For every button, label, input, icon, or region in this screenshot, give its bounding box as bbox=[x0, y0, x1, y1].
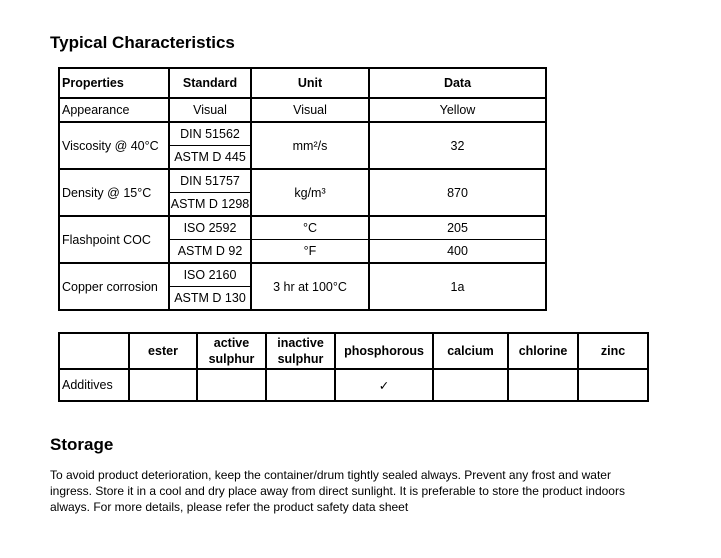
header-calcium: calcium bbox=[433, 333, 508, 369]
property-name: Flashpoint COC bbox=[59, 216, 169, 263]
standard-value: ASTM D 445 bbox=[170, 145, 250, 168]
data-value: 1a bbox=[369, 263, 546, 310]
storage-paragraph: To avoid product deterioration, keep the container/drum tightly sealed always. Prevent any frost and water ingress. Store it in a cool and dry place away from direct sunlight. It is preferable to store the product indoors always. For more details, please refer the product safety data sheet bbox=[50, 468, 625, 514]
property-name: Viscosity @ 40°C bbox=[59, 122, 169, 169]
header-ester: ester bbox=[129, 333, 197, 369]
zinc-cell bbox=[578, 369, 648, 401]
table-header-row bbox=[59, 68, 546, 98]
unit-value: kg/m³ bbox=[251, 169, 369, 216]
unit-value: 3 hr at 100°C bbox=[251, 263, 369, 310]
standard-cell bbox=[169, 122, 251, 169]
table-row bbox=[59, 216, 546, 263]
header-empty bbox=[59, 333, 129, 369]
active-sulphur-cell bbox=[197, 369, 266, 401]
property-name: Density @ 15°C bbox=[59, 169, 169, 216]
header-line: sulphur bbox=[277, 352, 324, 366]
data-value: 205 bbox=[447, 221, 468, 235]
storage-title: Storage bbox=[50, 435, 114, 454]
unit-value: °C bbox=[302, 221, 318, 235]
calcium-cell bbox=[433, 369, 508, 401]
standard-value: DIN 51757 bbox=[180, 174, 240, 188]
table-row bbox=[59, 169, 546, 216]
header-properties: Properties bbox=[59, 68, 169, 98]
check-mark-icon: ✓ bbox=[378, 378, 390, 393]
standard-value: ASTM D 92 bbox=[170, 239, 250, 262]
standard-value: ASTM D 1298 bbox=[170, 192, 250, 215]
additives-label: Additives bbox=[59, 369, 129, 401]
header-active-sulphur bbox=[197, 333, 266, 369]
header-standard: Standard bbox=[169, 68, 251, 98]
unit-cell bbox=[251, 216, 369, 263]
property-name: Copper corrosion bbox=[59, 263, 169, 310]
property-name: Appearance bbox=[59, 98, 169, 122]
standard-value: ASTM D 130 bbox=[170, 286, 250, 309]
unit-value: Visual bbox=[251, 98, 369, 122]
unit-value: °F bbox=[252, 239, 368, 262]
header-line: inactive bbox=[277, 336, 324, 350]
data-value: 870 bbox=[369, 169, 546, 216]
header-inactive-sulphur bbox=[266, 333, 335, 369]
standard-value: DIN 51562 bbox=[180, 127, 240, 141]
table-row bbox=[59, 369, 648, 401]
inactive-sulphur-cell bbox=[266, 369, 335, 401]
standard-cell bbox=[169, 216, 251, 263]
standard-cell bbox=[169, 169, 251, 216]
table-row bbox=[59, 98, 546, 122]
header-unit: Unit bbox=[251, 68, 369, 98]
ester-cell bbox=[129, 369, 197, 401]
chlorine-cell bbox=[508, 369, 578, 401]
data-value: Yellow bbox=[369, 98, 546, 122]
data-cell bbox=[369, 216, 546, 263]
standard-cell bbox=[169, 263, 251, 310]
header-data: Data bbox=[369, 68, 546, 98]
header-phosphorous: phosphorous bbox=[335, 333, 433, 369]
header-zinc: zinc bbox=[578, 333, 648, 369]
additives-table bbox=[58, 332, 649, 402]
standard-value: ISO 2592 bbox=[183, 221, 237, 235]
table-row bbox=[59, 263, 546, 310]
properties-table bbox=[58, 67, 547, 311]
table-header-row bbox=[59, 333, 648, 369]
header-chlorine: chlorine bbox=[508, 333, 578, 369]
header-line: active bbox=[213, 336, 250, 350]
standard-value: ISO 2160 bbox=[183, 268, 237, 282]
data-value: 32 bbox=[369, 122, 546, 169]
characteristics-title: Typical Characteristics bbox=[50, 33, 235, 52]
table-row bbox=[59, 122, 546, 169]
data-value: 400 bbox=[370, 239, 545, 262]
unit-value: mm²/s bbox=[251, 122, 369, 169]
phosphorous-cell bbox=[335, 369, 433, 401]
standard-value: Visual bbox=[169, 98, 251, 122]
header-line: sulphur bbox=[208, 352, 255, 366]
